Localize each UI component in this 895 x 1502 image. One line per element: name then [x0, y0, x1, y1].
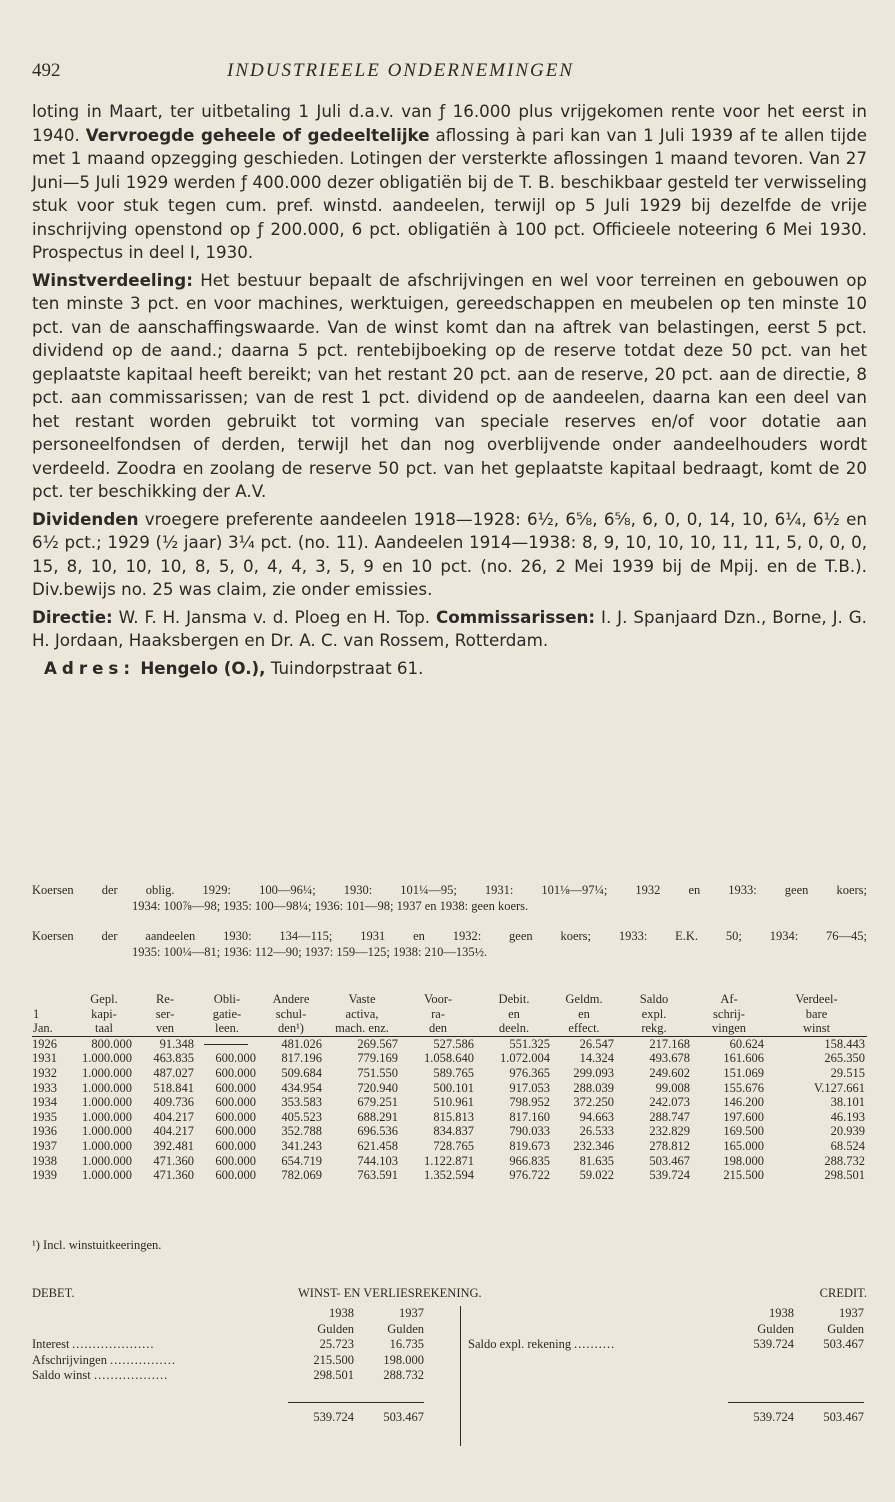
header-line: ra-: [431, 1006, 445, 1021]
header-line: vingen: [711, 1021, 747, 1036]
table-cell: 487.027: [153, 1065, 194, 1080]
table-cell: 59.022: [579, 1168, 614, 1183]
table-cell: 654.719: [281, 1153, 322, 1168]
credit-1937-column: [802, 1306, 864, 1337]
header-line: Voor-: [424, 992, 452, 1006]
text: W. F. H. Jansma v. d. Ploeg en H. Top.: [112, 606, 437, 627]
table-cell: 288.039: [573, 1080, 614, 1095]
account-row: [32, 1368, 432, 1384]
table-cell: 249.602: [649, 1065, 690, 1080]
row-year: 1937: [32, 1138, 57, 1153]
quote-line: 1935: 100¼—81; 1936: 112—90; 1937: 159—125; 1938: 210—135½.: [132, 944, 488, 959]
year-header: 1938: [769, 1306, 794, 1320]
table-cell: 38.101: [830, 1095, 865, 1110]
header-line: Saldo: [639, 992, 669, 1006]
credit-1938-column: [730, 1306, 794, 1337]
table-cell: 299.093: [573, 1065, 614, 1080]
table-cell: 600.000: [215, 1080, 256, 1095]
header-line: kapi-: [91, 1006, 117, 1021]
table-cell: 600.000: [215, 1138, 256, 1153]
address-street: Tuindorpstraat 61.: [265, 657, 424, 678]
year-header: 1937: [839, 1306, 864, 1320]
row-year: 1935: [32, 1109, 57, 1124]
table-cell: 1.352.594: [424, 1168, 474, 1183]
header-line: Af-: [720, 992, 738, 1006]
header-line: mach. enz.: [335, 1021, 389, 1036]
text: loting in Maart, ter uitbetaling 1 Juli d.a.v. van ƒ 16.000 plus vrijgekomen rente voor het eerst in 1940.: [32, 101, 867, 145]
credit-total-rule: [728, 1402, 864, 1403]
table-cell: 679.251: [357, 1095, 398, 1110]
debit-items: [32, 1337, 432, 1384]
account-row: [32, 1353, 432, 1369]
table-cell: 589.765: [433, 1065, 474, 1080]
table-cell: 404.217: [153, 1124, 194, 1139]
table-row: [32, 1110, 867, 1125]
table-cell: 539.724: [649, 1168, 690, 1183]
account-item-label: Saldo winst: [32, 1368, 91, 1383]
leader-dots: ....................: [72, 1337, 155, 1351]
quote-line: Koersen der oblig. 1929: 100—96¼; 1930: 101¼—95; 1931: 101⅛—97¼; 1932 en 1933: geen koers;: [32, 883, 867, 897]
account-divider: [460, 1306, 461, 1446]
debit-1938-column: [290, 1306, 354, 1337]
header-line: activa,: [345, 1006, 379, 1021]
table-cell: 751.550: [357, 1065, 398, 1080]
header-line: den¹): [278, 1021, 304, 1036]
year-header: 1937: [399, 1306, 424, 1320]
account-row: [468, 1337, 867, 1353]
table-cell: 269.567: [357, 1036, 398, 1051]
table-cell: 782.069: [281, 1168, 322, 1183]
table-cell: 99.008: [655, 1080, 690, 1095]
table-column-header: [766, 992, 867, 1036]
table-cell: 819.673: [509, 1138, 550, 1153]
header-line: bare: [805, 1006, 828, 1021]
table-cell: 779.169: [357, 1051, 398, 1066]
table-cell: 510.961: [433, 1095, 474, 1110]
table-column-header: [32, 992, 74, 1036]
table-cell: 298.501: [824, 1168, 865, 1183]
table-cell: 217.168: [649, 1036, 690, 1051]
text: aflossing à pari kan van 1 Juli 1939 af te allen tijde met 1 maand opzegging geschieden. Lotingen der versterkte aflossingen 1 maand tevoren. Van 27 Juni—5 Juli 1929 werden ƒ 400.000 dezer obligatiën bij de T. B. beschikbaar gesteld ter verwisseling stuk voor stuk tegen cum. pref. winstd. aandeelen, terwijl op 5 Juli 1929 bij dezelfde de vrije inschrijving openstond op ƒ 200.000, 6 pct. obligatiën à 100 pct. Officieele noteering 6 Mei 1930. Prospectus in deel I, 1930.: [32, 124, 867, 262]
table-cell: 600.000: [215, 1095, 256, 1110]
account-row: [32, 1337, 432, 1353]
unit-header: Gulden: [757, 1321, 794, 1336]
table-cell: 1.072.004: [500, 1051, 550, 1066]
paragraph-directie: [32, 606, 867, 653]
table-column-header: [692, 992, 766, 1036]
table-cell: 600.000: [215, 1124, 256, 1139]
table-cell: 763.591: [357, 1168, 398, 1183]
table-cell: 600.000: [215, 1065, 256, 1080]
unit-header: Gulden: [827, 1321, 864, 1336]
header-line: Vaste: [348, 992, 376, 1006]
table-cell: 1.000.000: [82, 1138, 132, 1153]
header-line: gatie-: [212, 1006, 242, 1021]
row-year: 1926: [32, 1036, 57, 1051]
table-cell: 29.515: [830, 1065, 865, 1080]
financial-table: [32, 992, 867, 1183]
table-cell: 696.536: [357, 1124, 398, 1139]
header-line: Geldm.: [565, 992, 603, 1006]
table-column-header: [196, 992, 258, 1036]
table-cell: 600.000: [215, 1153, 256, 1168]
table-cell: 392.481: [153, 1138, 194, 1153]
table-cell: 151.069: [723, 1065, 764, 1080]
table-cell: 817.160: [509, 1109, 550, 1124]
table-cell: 790.033: [509, 1124, 550, 1139]
table-cell: 288.732: [824, 1153, 865, 1168]
table-column-header: [134, 992, 196, 1036]
table-row: [32, 1066, 867, 1081]
table-cell: 976.365: [509, 1065, 550, 1080]
credit-total-1938: 539.724: [753, 1410, 794, 1424]
table-column-header: [258, 992, 324, 1036]
row-year: 1939: [32, 1168, 57, 1183]
table-cell: 917.053: [509, 1080, 550, 1095]
table-cell: 1.000.000: [82, 1124, 132, 1139]
header-line: Andere: [272, 992, 310, 1006]
footnote: ¹) Incl. winstuitkeeringen.: [32, 1238, 162, 1252]
table-cell: 94.663: [579, 1109, 614, 1124]
text: vroegere preferente aandeelen 1918—1928: 6½, 6⅝, 6⅝, 6, 0, 0, 14, 10, 6¼, 6½ en 6½ pct.; 1929 (½ jaar) 3¼ pct. (no. 11). Aandeelen 1914—1938: 8, 9, 10, 10, 10, 11, 11, 5, 0, 0, 0, 15, 8, 10, 10, 10, 8, 5, 0, 4, 4, 3, 5, 9 en 10 pct. (no. 26, 2 Mei 1939 bij de Mpij. en de T.B.). Div.bewijs no. 25 was claim, zie onder emissies.: [32, 508, 867, 599]
table-cell: 509.684: [281, 1065, 322, 1080]
paragraph-winstverdeeling: [32, 269, 867, 504]
section-label: Adres:: [44, 657, 136, 678]
table-cell: 232.346: [573, 1138, 614, 1153]
account-item-label: Afschrijvingen: [32, 1352, 107, 1367]
table-cell: 527.586: [433, 1036, 474, 1051]
leader-dots: ..................: [94, 1368, 169, 1383]
table-cell: 161.606: [723, 1051, 764, 1066]
credit-items: [468, 1337, 867, 1353]
header-line: Obli-: [213, 992, 241, 1006]
table-row: [32, 1095, 867, 1110]
table-cell: 600.000: [215, 1051, 256, 1066]
table-cell: 353.583: [281, 1095, 322, 1110]
table-column-header: [324, 992, 400, 1036]
table-body: [32, 1036, 867, 1182]
header-line: Debit.: [498, 992, 530, 1006]
table-cell: 232.829: [649, 1124, 690, 1139]
share-quotes: [32, 929, 867, 960]
table-cell: 966.835: [509, 1153, 550, 1168]
row-year: 1936: [32, 1124, 57, 1139]
table-cell: 834.837: [433, 1124, 474, 1139]
table-cell: 14.324: [579, 1051, 614, 1066]
row-year: 1938: [32, 1153, 57, 1168]
credit-label: CREDIT.: [819, 1286, 867, 1300]
table-cell: 1.000.000: [82, 1168, 132, 1183]
table-cell: 600.000: [215, 1109, 256, 1124]
table-cell: 1.000.000: [82, 1153, 132, 1168]
debit-1937-column: [362, 1306, 424, 1337]
quote-line: Koersen der aandeelen 1930: 134—115; 1931 en 1932: geen koers; 1933: E.K. 50; 1934: 76—45;: [32, 929, 867, 943]
header-line: en: [508, 1006, 520, 1021]
table-cell: 278.812: [649, 1138, 690, 1153]
paragraph-loting: [32, 100, 867, 265]
table-cell: 165.000: [723, 1138, 764, 1153]
table-row: [32, 1124, 867, 1139]
account-item-label: Saldo expl. rekening: [468, 1337, 572, 1351]
table-cell: 728.765: [433, 1138, 474, 1153]
amount-1938: 215.500: [313, 1352, 354, 1367]
table-cell: 471.360: [153, 1153, 194, 1168]
table-cell: 503.467: [649, 1153, 690, 1168]
table-cell: 242.073: [649, 1095, 690, 1110]
table-row: [32, 1081, 867, 1096]
section-label: Winstverdeeling:: [32, 269, 193, 290]
table-cell: 26.533: [579, 1124, 614, 1139]
table-cell: 372.250: [573, 1095, 614, 1110]
debit-total-1938: 539.724: [313, 1410, 354, 1424]
table-cell: 288.747: [649, 1109, 690, 1124]
table-cell: 481.026: [281, 1036, 322, 1051]
table-column-header: [400, 992, 476, 1036]
table-row: [32, 1139, 867, 1154]
table-cell: 471.360: [153, 1168, 194, 1183]
table-cell: 500.101: [433, 1080, 474, 1095]
address-city: Hengelo (O.),: [140, 657, 266, 678]
leader-dots: ..........: [574, 1337, 616, 1351]
table-row: [32, 1051, 867, 1066]
table-cell: 405.523: [281, 1109, 322, 1124]
table-cell: 352.788: [281, 1124, 322, 1139]
table-cell: 341.243: [281, 1138, 322, 1153]
table-cell: [196, 1036, 258, 1051]
table-cell: 600.000: [215, 1168, 256, 1183]
table-column-header: [552, 992, 616, 1036]
table-cell: 621.458: [357, 1138, 398, 1153]
header-line: leen.: [215, 1021, 239, 1036]
leader-dots: ................: [110, 1352, 176, 1367]
table-cell: 155.676: [723, 1080, 764, 1095]
page-number: 492: [32, 60, 61, 81]
unit-header: Gulden: [387, 1321, 424, 1336]
table-cell: 817.196: [281, 1051, 322, 1066]
header-line: Verdeel-: [795, 992, 838, 1006]
table-cell: 60.624: [729, 1036, 764, 1051]
table-cell: 1.000.000: [82, 1095, 132, 1110]
header-line: taal: [94, 1021, 114, 1036]
table-cell: 46.193: [830, 1109, 865, 1124]
header-line: ven: [155, 1021, 175, 1036]
text: Het bestuur bepaalt de afschrijvingen en wel voor terreinen en gebouwen op ten minste 3 pct. en voor machines, werktuigen, gereedschappen en meubelen op ten minste 10 pct. van de aanschaffingswaarde. Van de winst komt dan na aftrek van belastingen, eerst 5 pct. dividend op de aand.; daarna 5 pct. rentebijboeking op de reserve totdat deze 50 pct. van het geplaatste kapitaal heeft bereikt; van het restant 20 pct. aan de reserve, 20 pct. aan de directie, 8 pct. aan commissarissen; van de rest 1 pct. dividend op de aandeelen, daarna kan een deel van het restant worden gebruikt tot vorming van speciale reserves en/of voor dotatie aan personeelfondsen of derden, terwijl het dan nog overblijvende onder aandeelhouders wordt verdeeld. Zoodra en zoolang de reserve 50 pct. van het geplaatste kapitaal bedraagt, komt de 20 pct. ter beschikking der A.V.: [32, 269, 867, 501]
table-cell: 265.350: [824, 1051, 865, 1066]
header-line: ser-: [155, 1006, 175, 1021]
table-cell: 1.000.000: [82, 1065, 132, 1080]
table-cell: 463.835: [153, 1051, 194, 1066]
table-cell: 1.000.000: [82, 1109, 132, 1124]
table-cell: 1.000.000: [82, 1080, 132, 1095]
header-line: Jan.: [33, 1021, 53, 1036]
section-label: Dividenden: [32, 508, 139, 529]
table-row: [32, 1036, 867, 1051]
row-year: 1933: [32, 1080, 57, 1095]
header-line: deeln.: [498, 1021, 530, 1036]
table-row: [32, 1168, 867, 1183]
table-cell: 169.500: [723, 1124, 764, 1139]
amount-1938: 539.724: [753, 1337, 794, 1351]
table-column-header: [74, 992, 134, 1036]
header-line: winst: [802, 1021, 831, 1036]
table-cell: 158.443: [824, 1036, 865, 1051]
table-cell: 68.524: [830, 1138, 865, 1153]
amount-1937: 16.735: [389, 1337, 424, 1351]
header-line: effect.: [568, 1021, 600, 1036]
bond-quotes: [32, 883, 867, 914]
paragraph-adres: [32, 657, 867, 681]
table-cell: 404.217: [153, 1109, 194, 1124]
paragraph-dividenden: [32, 508, 867, 602]
table-cell: 551.325: [509, 1036, 550, 1051]
quote-line: 1934: 100⅞—98; 1935: 100—98¼; 1936: 101—98; 1937 en 1938: geen koers.: [132, 898, 529, 913]
bold-term: Vervroegde geheele of gedeeltelijke: [85, 124, 430, 145]
table-cell: 198.000: [723, 1153, 764, 1168]
table-cell: 1.058.640: [424, 1051, 474, 1066]
table-cell: 720.940: [357, 1080, 398, 1095]
row-year: 1932: [32, 1065, 57, 1080]
amount-1937: 288.732: [383, 1368, 424, 1383]
credit-total-1937: 503.467: [823, 1410, 864, 1424]
table-cell: 81.635: [579, 1153, 614, 1168]
section-label: Commissarissen:: [436, 606, 596, 627]
table-cell: 409.736: [153, 1095, 194, 1110]
table-cell: 215.500: [723, 1168, 764, 1183]
header-line: Gepl.: [90, 992, 118, 1006]
table-column-header: [476, 992, 552, 1036]
debit-total-rule: [288, 1402, 424, 1403]
row-year: 1934: [32, 1095, 57, 1110]
table-cell: 146.200: [723, 1095, 764, 1110]
table-cell: 20.939: [830, 1124, 865, 1139]
account-title: WINST- EN VERLIESREKENING.: [298, 1286, 482, 1300]
table-cell: 518.841: [153, 1080, 194, 1095]
table-cell: 1.122.871: [424, 1153, 474, 1168]
amount-1937: 198.000: [383, 1352, 424, 1367]
header-line: en: [578, 1006, 590, 1021]
year-header: 1938: [329, 1306, 354, 1320]
header-line: schul-: [275, 1006, 307, 1021]
row-year: 1931: [32, 1051, 57, 1066]
header-line: expl.: [641, 1006, 667, 1021]
debet-label: DEBET.: [32, 1286, 75, 1300]
amount-1938: 298.501: [313, 1368, 354, 1383]
body-text: [32, 100, 867, 684]
page-header: [32, 60, 863, 90]
table-row: [32, 1154, 867, 1169]
header-line: schrij-: [713, 1006, 745, 1021]
amount-1938: 25.723: [319, 1337, 354, 1351]
table-cell: 1.000.000: [82, 1051, 132, 1066]
debit-total-1937: 503.467: [383, 1410, 424, 1424]
table-cell: 800.000: [91, 1036, 132, 1051]
table-cell: 744.103: [357, 1153, 398, 1168]
table-cell: V.127.661: [813, 1080, 865, 1095]
table-cell: 493.678: [649, 1051, 690, 1066]
table-cell: 434.954: [281, 1080, 322, 1095]
running-title: INDUSTRIEELE ONDERNEMINGEN: [227, 60, 575, 81]
amount-1937: 503.467: [823, 1337, 864, 1351]
table-column-header: [616, 992, 692, 1036]
account-item-label: Interest: [32, 1337, 70, 1351]
table-header-row: [32, 992, 867, 1036]
text: I. J. Spanjaard Dzn., Borne, J. G. H. Jordaan, Haaksbergen en Dr. A. C. van Rossem, Rotterdam.: [32, 606, 867, 650]
profit-loss-account: [32, 1286, 867, 1446]
unit-header: Gulden: [317, 1321, 354, 1336]
table-cell: 798.952: [509, 1095, 550, 1110]
header-line: 1: [33, 1006, 40, 1021]
table-cell: 26.547: [579, 1036, 614, 1051]
header-line: Re-: [155, 992, 175, 1006]
header-line: den: [428, 1021, 448, 1036]
table-cell: 688.291: [357, 1109, 398, 1124]
header-line: rekg.: [641, 1021, 667, 1036]
dash-rule: [204, 1044, 248, 1045]
section-label: Directie:: [32, 606, 113, 627]
table-cell: 91.348: [159, 1036, 194, 1051]
table-cell: 197.600: [723, 1109, 764, 1124]
table-cell: 976.722: [509, 1168, 550, 1183]
table-cell: 815.813: [433, 1109, 474, 1124]
